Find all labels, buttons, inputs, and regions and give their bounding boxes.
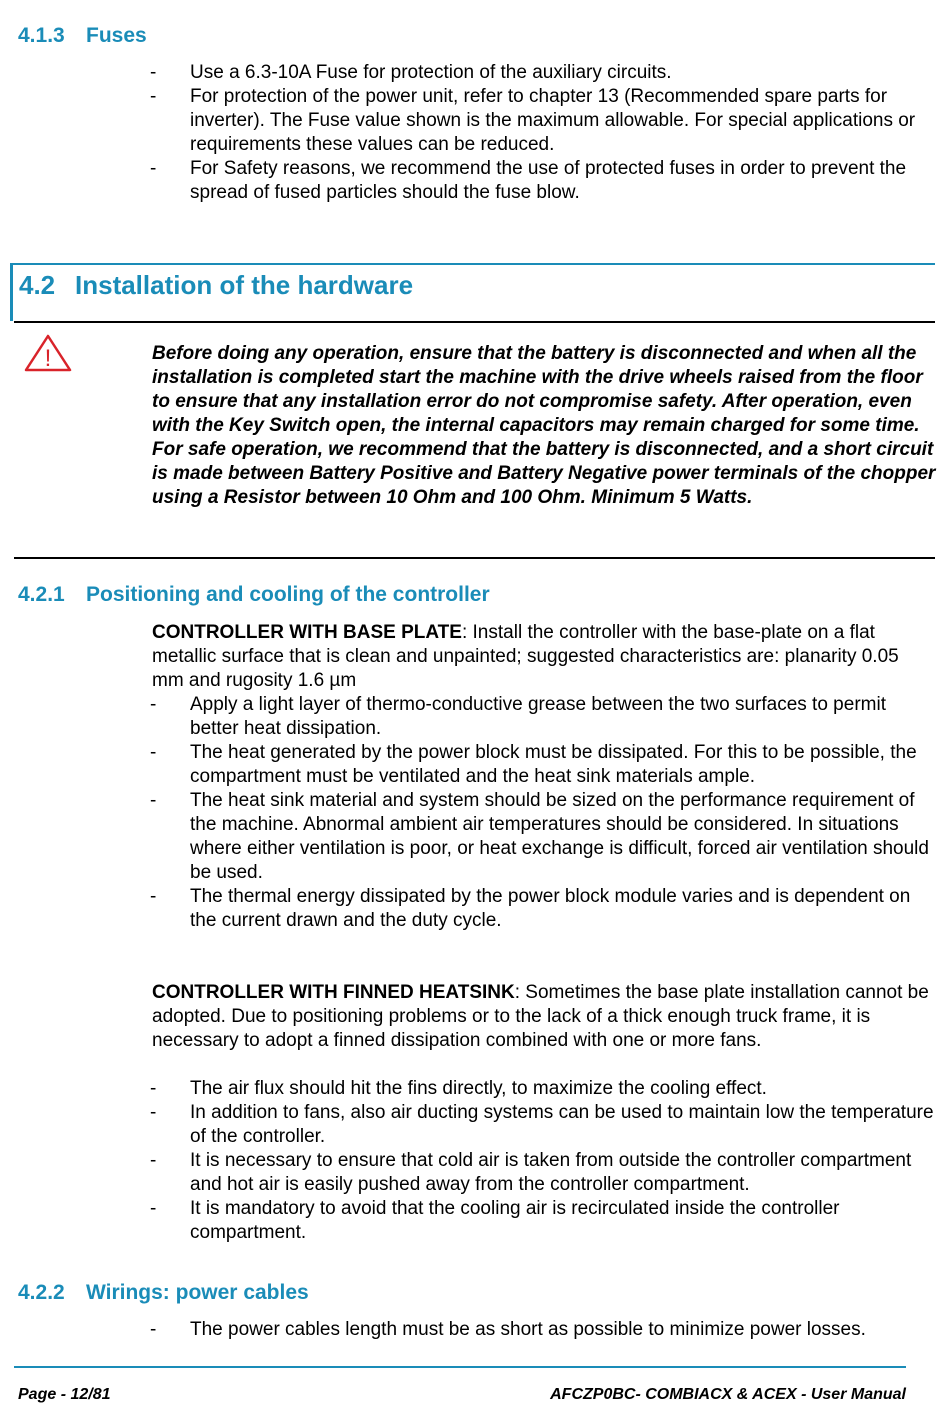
footer-manual-title: AFCZP0BC- COMBIACX & ACEX - User Manual [550, 1386, 906, 1403]
footer-divider [14, 1366, 906, 1368]
base-plate-bullet-list [150, 693, 935, 933]
bullet-dash: - [150, 1102, 157, 1123]
list-item: - The air flux should hit the fins directly, to maximize the cooling effect. [150, 1078, 767, 1099]
warning-glyph: ! [44, 345, 52, 372]
bullet-dash: - [150, 886, 157, 907]
list-item: - Use a 6.3-10A Fuse for protection of the auxiliary circuits. [150, 62, 672, 83]
base-plate-paragraph: CONTROLLER WITH BASE PLATE: Install the controller with the base-plate on a flat metallic surface that is clean and unpainted; suggested characteristics are: planarity 0.05 mm and rugosity 1.6 µm [152, 622, 899, 691]
divider [14, 557, 935, 559]
bullet-dash: - [150, 790, 157, 811]
section-heading-4-2-1 [18, 583, 490, 607]
list-item: - The power cables length must be as short as possible to minimize power losses. [150, 1319, 866, 1340]
section-title: Fuses [86, 24, 147, 47]
section-title: Wirings: power cables [86, 1281, 309, 1304]
bullet-dash: - [150, 1198, 157, 1219]
power-cables-bullet-list [150, 1318, 935, 1342]
section-heading-4-2-2 [18, 1281, 309, 1305]
bullet-dash: - [150, 86, 157, 107]
bullet-dash: - [150, 1078, 157, 1099]
bullet-dash: - [150, 1150, 157, 1171]
bullet-dash: - [150, 62, 157, 83]
list-item: - For Safety reasons, we recommend the use of protected fuses in order to prevent the spread of fused particles should the fuse blow. [150, 158, 907, 203]
list-item: - It is necessary to ensure that cold air is taken from outside the controller compartment and hot air is easily pushed away from the controller compartment. [150, 1150, 912, 1195]
footer-page-number: Page - 12/81 [18, 1386, 111, 1403]
list-item: - The heat sink material and system should be sized on the performance requirement of the machine. Abnormal ambient air temperatures should be considered. In situations where either ventilation is poor, or heat exchange is difficult, forced air ventilation should be used. [150, 790, 929, 883]
warning-triangle-icon [24, 334, 72, 372]
bullet-dash: - [150, 742, 157, 763]
section-heading-4-1-3 [18, 24, 147, 48]
list-item: - In addition to fans, also air ducting systems can be used to maintain low the temperature of the controller. [150, 1102, 934, 1147]
finned-heatsink-bullet-list [150, 1077, 935, 1245]
section-title: Positioning and cooling of the controller [86, 583, 490, 606]
bullet-dash: - [150, 1319, 157, 1340]
finned-heatsink-paragraph: CONTROLLER WITH FINNED HEATSINK: Sometimes the base plate installation cannot be adopted. Due to positioning problems or to the lack of a thick enough truck frame, it is necessary to adopt a finned dissipation combined with one or more fans. [152, 982, 929, 1051]
list-item: - For protection of the power unit, refer to chapter 13 (Recommended spare parts for inverter). The Fuse value shown is the maximum allowable. For special applications or requirements these values can be reduced. [150, 86, 916, 155]
list-item: - It is mandatory to avoid that the cooling air is recirculated inside the controller compartment. [150, 1198, 840, 1243]
fuses-bullet-list [150, 61, 935, 205]
section-title: Installation of the hardware [75, 270, 414, 300]
section-number: 4.2.1 [18, 583, 65, 606]
list-item: - The thermal energy dissipated by the power block module varies and is dependent on the current drawn and the duty cycle. [150, 886, 911, 931]
base-plate-label: CONTROLLER WITH BASE PLATE [152, 622, 462, 643]
safety-warning-text: Before doing any operation, ensure that the battery is disconnected and when all the installation is completed start the machine with the drive wheels raised from the floor to ensure that any installation error do not compromise safety. After operation, even with the Key Switch open, the internal capacitors may remain charged for some time. For safe operation, we recommend that the battery is disconnected, and a short circuit is made between Battery Positive and Battery Negative power terminals of the chopper using a Resistor between 10 Ohm and 100 Ohm. Minimum 5 Watts. [152, 343, 936, 508]
section-heading-4-2 [10, 263, 935, 321]
section-number: 4.2.2 [18, 1281, 65, 1304]
finned-heatsink-label: CONTROLLER WITH FINNED HEATSINK [152, 982, 515, 1003]
bullet-dash: - [150, 694, 157, 715]
bullet-dash: - [150, 158, 157, 179]
list-item: - Apply a light layer of thermo-conductive grease between the two surfaces to permit better heat dissipation. [150, 694, 886, 739]
divider [14, 321, 935, 323]
list-item: - The heat generated by the power block must be dissipated. For this to be possible, the compartment must be ventilated and the heat sink materials ample. [150, 742, 917, 787]
section-number: 4.1.3 [18, 24, 65, 47]
section-number: 4.2 [19, 270, 56, 300]
